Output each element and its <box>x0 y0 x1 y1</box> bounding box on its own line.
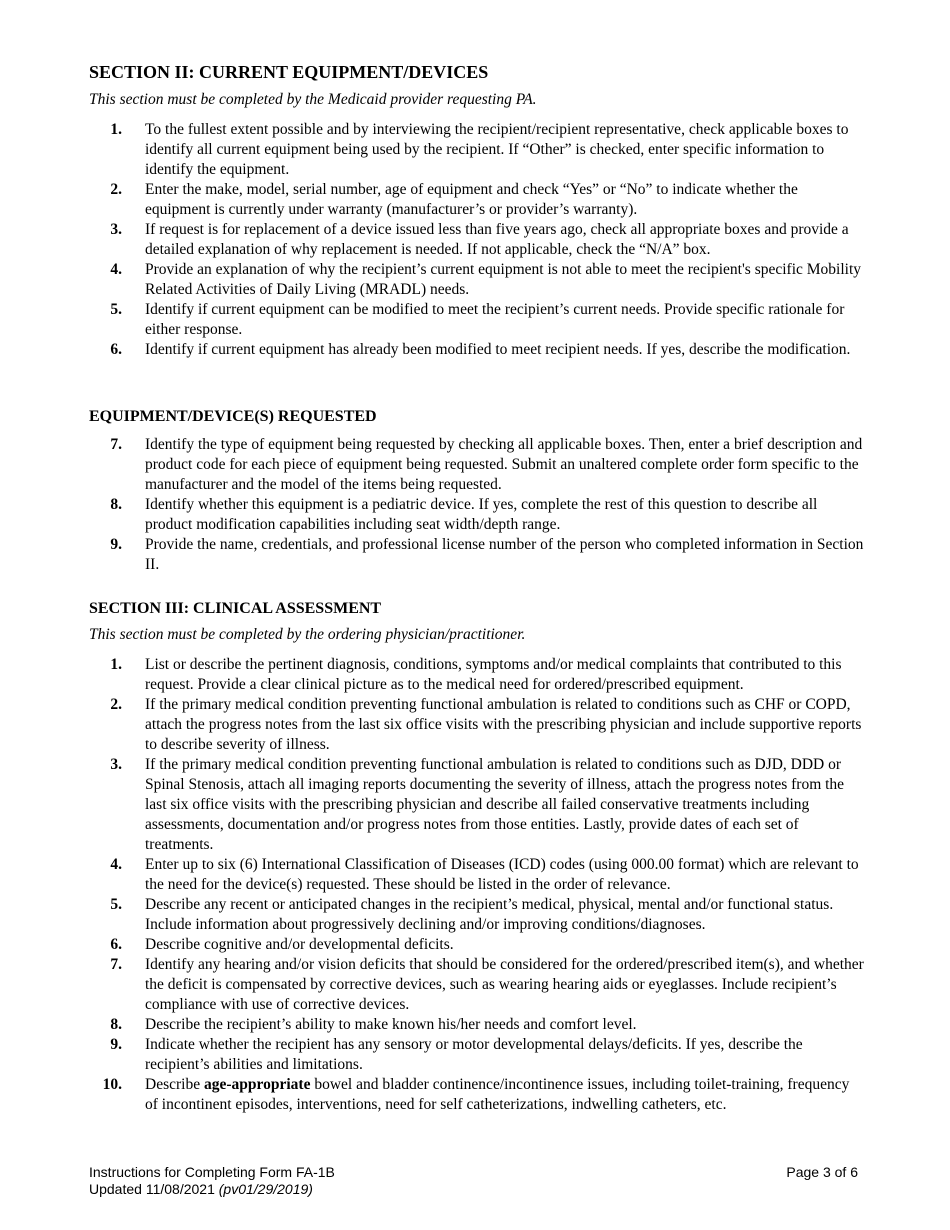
item-number: 7. <box>110 436 122 453</box>
item-number: 6. <box>110 341 122 358</box>
item-text: Identify if current equipment can be modified to meet the recipient’s current needs. Provide specific rationale for either response. <box>145 301 845 338</box>
section-2-instruction-list <box>89 120 864 360</box>
item-number: 2. <box>110 696 122 713</box>
list-item <box>89 755 864 855</box>
item-number: 7. <box>110 956 122 973</box>
list-item <box>89 220 864 260</box>
item-number: 8. <box>110 496 122 513</box>
item-text: If the primary medical condition preventing functional ambulation is related to conditions such as CHF or COPD, attach the progress notes from the last six office visits with the prescribing physician and include supportive reports to describe severity of illness. <box>145 696 862 753</box>
item-text <box>145 1076 849 1113</box>
item-number: 9. <box>110 536 122 553</box>
list-item <box>89 495 864 535</box>
item-number: 10. <box>102 1076 122 1093</box>
item-number: 4. <box>110 261 122 278</box>
item-text-lead: Describe <box>145 1076 204 1093</box>
item-text-rest: bowel and bladder continence/incontinence issues, including toilet-training, frequency of incontinent episodes, interventions, need for self catheterizations, indwelling catheters, etc. <box>145 1076 850 1113</box>
item-text: Provide an explanation of why the recipient’s current equipment is not able to meet the recipient's specific Mobility Related Activities of Daily Living (MRADL) needs. <box>145 261 862 298</box>
section-3-heading: SECTION III: CLINICAL ASSESSMENT <box>89 600 382 617</box>
item-text: Identify whether this equipment is a pediatric device. If yes, complete the rest of this question to describe all product modification capabilities including seat width/depth range. <box>145 496 818 533</box>
item-text: List or describe the pertinent diagnosis, conditions, symptoms and/or medical complaints that contributed to this request. Provide a clear clinical picture as to the medical need for ordered/prescribed equipment. <box>145 656 842 693</box>
item-text: If request is for replacement of a device issued less than five years ago, check all appropriate boxes and provide a detailed explanation of why replacement is needed. If not applicable, check the “N/A” box. <box>145 221 849 258</box>
item-number: 2. <box>110 181 122 198</box>
footer-updated-line <box>89 1181 335 1198</box>
item-text: Identify the type of equipment being requested by checking all applicable boxes. Then, enter a brief description and product code for each piece of equipment being requested. Submit an unaltered complete order form specific to the manufacturer and the model of the items being requested. <box>145 436 863 493</box>
section-3-instruction-list <box>89 655 864 1115</box>
item-number: 8. <box>110 1016 122 1033</box>
list-item <box>89 180 864 220</box>
item-number: 5. <box>110 896 122 913</box>
item-number: 9. <box>110 1036 122 1053</box>
item-text: Describe the recipient’s ability to make known his/her needs and comfort level. <box>145 1016 637 1033</box>
list-item <box>89 260 864 300</box>
section-3-intro: This section must be completed by the ordering physician/practitioner. <box>89 626 526 643</box>
emphasis-text: age-appropriate <box>203 1076 311 1093</box>
list-item <box>89 120 864 180</box>
item-text: Describe any recent or anticipated changes in the recipient’s medical, physical, mental and/or functional status. Include information about progressively declining and/or improving conditions/diagnoses. <box>145 896 834 933</box>
footer-form-info <box>89 1164 335 1198</box>
list-item <box>89 695 864 755</box>
list-item <box>89 855 864 895</box>
list-item <box>89 655 864 695</box>
item-text: Provide the name, credentials, and professional license number of the person who completed information in Section II. <box>145 536 864 573</box>
footer-updated-date: Updated 11/08/2021 <box>89 1181 219 1197</box>
list-item <box>89 300 864 340</box>
section-2-heading: SECTION II: CURRENT EQUIPMENT/DEVICES <box>89 62 489 82</box>
list-item <box>89 1075 864 1115</box>
list-item <box>89 535 864 575</box>
item-number: 1. <box>110 656 122 673</box>
item-text: Enter up to six (6) International Classification of Diseases (ICD) codes (using 000.00 format) which are relevant to the need for the device(s) requested. These should be listed in the order of relevance. <box>145 856 859 893</box>
list-item <box>89 1035 864 1075</box>
equipment-requested-list <box>89 435 864 575</box>
item-text: Identify if current equipment has already been modified to meet recipient needs. If yes, describe the modification. <box>145 341 851 358</box>
item-text: Indicate whether the recipient has any sensory or motor developmental delays/deficits. If yes, describe the recipient’s abilities and limitations. <box>145 1036 803 1073</box>
section-2-intro: This section must be completed by the Medicaid provider requesting PA. <box>89 91 537 108</box>
list-item <box>89 435 864 495</box>
footer-page-number: Page 3 of 6 <box>786 1164 858 1180</box>
item-text: Describe cognitive and/or developmental deficits. <box>145 936 454 953</box>
item-text: To the fullest extent possible and by interviewing the recipient/recipient representative, check applicable boxes to identify all current equipment being used by the recipient. If “Other” is checked, enter specific information to identify the equipment. <box>145 121 849 178</box>
item-number: 5. <box>110 301 122 318</box>
equipment-requested-heading: EQUIPMENT/DEVICE(S) REQUESTED <box>89 408 377 425</box>
item-text: Enter the make, model, serial number, age of equipment and check “Yes” or “No” to indicate whether the equipment is currently under warranty (manufacturer’s or provider’s warranty). <box>145 181 798 218</box>
list-item <box>89 935 864 955</box>
item-number: 6. <box>110 936 122 953</box>
footer-previous-version: (pv01/29/2019) <box>218 1181 313 1197</box>
item-number: 3. <box>110 221 122 238</box>
item-text: Identify any hearing and/or vision deficits that should be considered for the ordered/prescribed item(s), and whether the deficit is compensated by corrective devices, such as wearing hearing aids or eyeglasses. Include recipient’s compliance with use of corrective devices. <box>145 956 864 1013</box>
item-text: If the primary medical condition preventing functional ambulation is related to conditions such as DJD, DDD or Spinal Stenosis, attach all imaging reports documenting the severity of illness, attach the progress notes from the last six office visits with the prescribing physician and describe all failed conservative treatments including assessments, documentation and/or progress notes from those entities. Lastly, provide dates of each set of treatments. <box>145 756 845 853</box>
list-item <box>89 955 864 1015</box>
item-number: 1. <box>110 121 122 138</box>
list-item <box>89 1015 864 1035</box>
list-item <box>89 895 864 935</box>
list-item <box>89 340 864 360</box>
footer-form-title: Instructions for Completing Form FA-1B <box>89 1164 335 1180</box>
item-number: 4. <box>110 856 122 873</box>
item-number: 3. <box>110 756 122 773</box>
